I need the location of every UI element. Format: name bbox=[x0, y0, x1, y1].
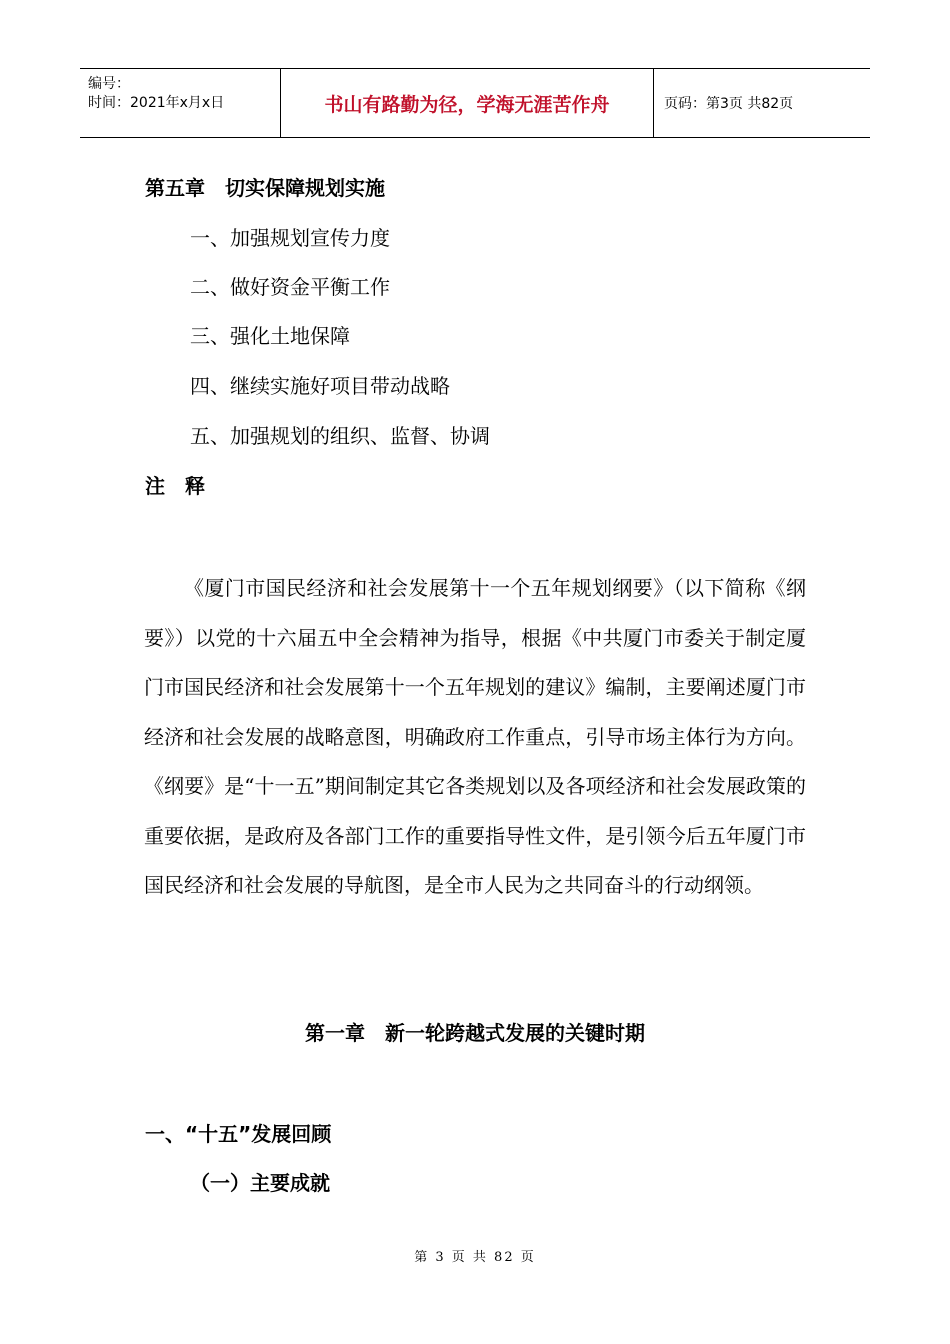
chapter-1-title: 第一章 新一轮跨越式发展的关键时期 bbox=[305, 1021, 645, 1045]
page-header bbox=[80, 68, 870, 138]
header-meta bbox=[80, 69, 281, 137]
subsection-heading: （一）主要成就 bbox=[190, 1171, 330, 1195]
chapter-5-item: 一、加强规划宣传力度 bbox=[190, 226, 390, 250]
chapter-5-title: 第五章 切实保障规划实施 bbox=[145, 176, 385, 200]
chapter-5-item: 五、加强规划的组织、监督、协调 bbox=[190, 424, 490, 448]
chapter-5-item: 二、做好资金平衡工作 bbox=[190, 275, 390, 299]
page-footer: 第 3 页 共 82 页 bbox=[414, 1250, 536, 1265]
document-number-label: 编号： bbox=[88, 76, 130, 92]
header-motto: 书山有路勤为径，学海无涯苦作舟 bbox=[281, 69, 654, 137]
document-date: 时间：2021年x月x日 bbox=[88, 95, 225, 111]
chapter-5-item: 四、继续实施好项目带动战略 bbox=[190, 374, 450, 398]
notes-title: 注 释 bbox=[145, 474, 205, 498]
notes-paragraph: 《厦门市国民经济和社会发展第十一个五年规划纲要》（以下简称《纲要》）以党的十六届五中全会精神为指导，根据《中共厦门市委关于制定厦门市国民经济和社会发展第十一个五年规划的建议》编制，主要阐述厦门市经济和社会发展的战略意图，明确政府工作重点，引导市场主体行为方向。《纲要》是“十一五”期间制定其它各类规划以及各项经济和社会发展政策的重要依据，是政府及各部门工作的重要指导性文件，是引领今后五年厦门市国民经济和社会发展的导航图，是全市人民为之共同奋斗的行动纲领。 bbox=[144, 576, 806, 897]
chapter-5-item: 三、强化土地保障 bbox=[190, 324, 350, 348]
section-heading: 一、“十五”发展回顾 bbox=[145, 1122, 332, 1146]
header-page-info: 页码：第3页 共82页 bbox=[664, 96, 794, 112]
